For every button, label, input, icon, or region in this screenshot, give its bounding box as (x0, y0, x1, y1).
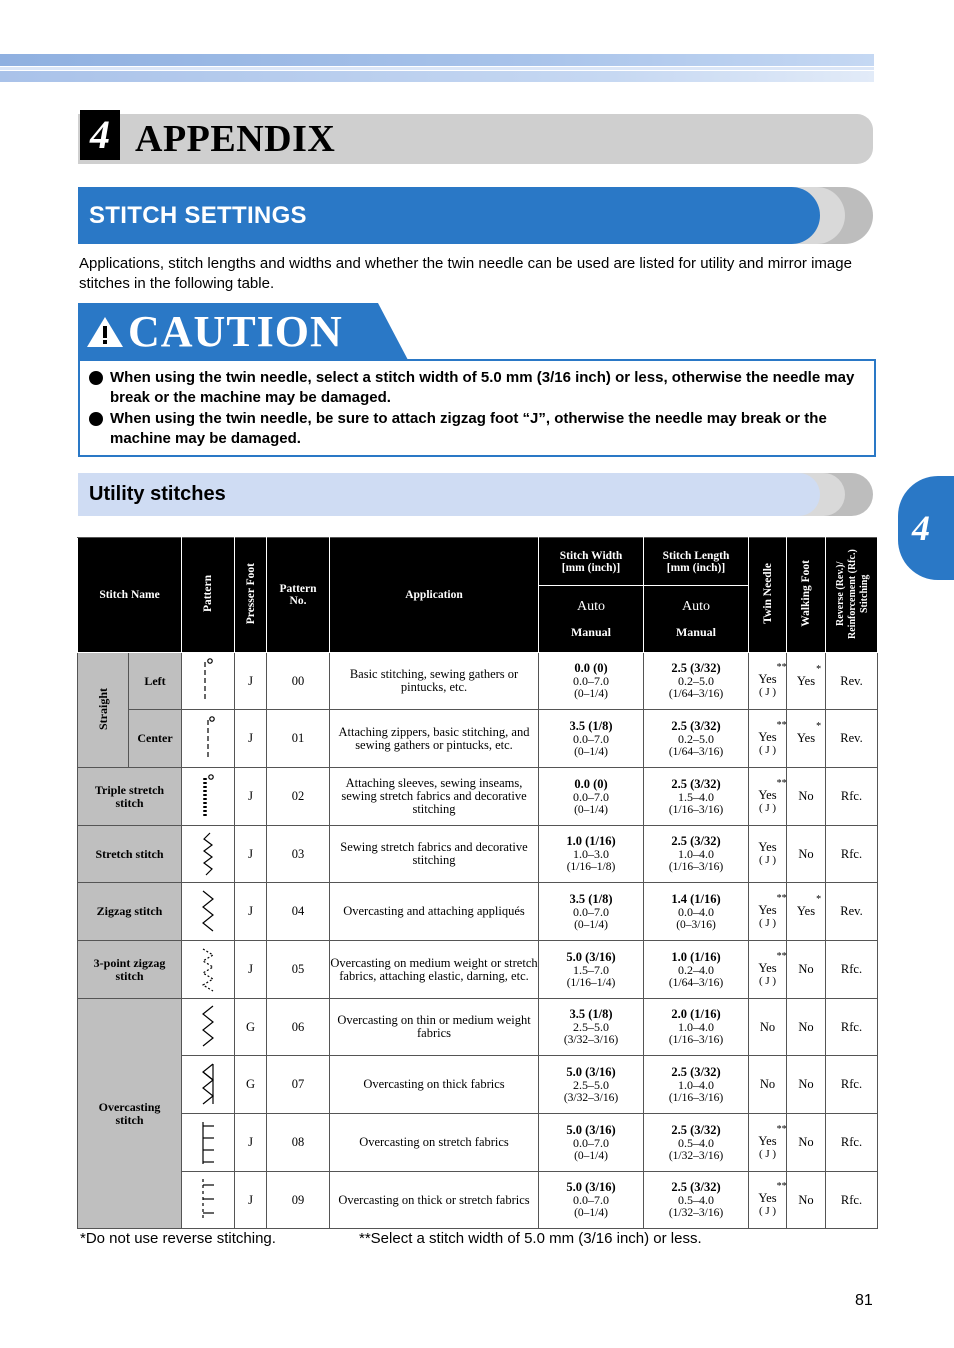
stitch-pattern (182, 1056, 235, 1114)
page-number: 81 (855, 1292, 873, 1309)
header-application: Application (330, 538, 539, 653)
reverse-reinforcement: Rfc. (826, 826, 878, 883)
chapter-title: APPENDIX (135, 118, 336, 160)
table-row (78, 1172, 878, 1229)
stitch-name: Zigzag stitch (78, 883, 182, 941)
walking-foot: No (787, 1114, 826, 1172)
table-row (78, 883, 878, 941)
header-stripes (0, 54, 874, 82)
pattern-no: 00 (267, 653, 330, 710)
presser-foot: J (235, 941, 267, 999)
stitch-length: 1.4 (1/16) 0.0–4.0 (0–3/16) (644, 883, 749, 941)
stitch-pattern-icon (200, 714, 216, 764)
twin-needle: No (749, 999, 787, 1056)
stitch-pattern-icon (200, 656, 216, 706)
table-row (78, 710, 878, 768)
twin-needle: Yes ( J ) (749, 826, 787, 883)
pattern-no: 03 (267, 826, 330, 883)
header-walking-foot: Walking Foot (787, 538, 826, 653)
stitch-length: 2.5 (3/32) 0.2–5.0 (1/64–3/16) (644, 710, 749, 768)
caution-item: When using the twin needle, be sure to attach zigzag foot “J”, otherwise the needle may break or the machine may be damaged. (110, 410, 827, 447)
header-twin-needle: Twin Needle (749, 538, 787, 653)
stitch-length: 1.0 (1/16) 0.2–4.0 (1/64–3/16) (644, 941, 749, 999)
presser-foot: J (235, 710, 267, 768)
twin-needle: ** Yes ( J ) (749, 710, 787, 768)
reverse-reinforcement: Rfc. (826, 941, 878, 999)
table-row (78, 653, 878, 710)
stitch-width: 0.0 (0) 0.0–7.0 (0–1/4) (539, 768, 644, 826)
header-stitch-width: Stitch Width [mm (inch)] (539, 538, 644, 586)
reverse-reinforcement: Rev. (826, 883, 878, 941)
stitch-pattern (182, 768, 235, 826)
reverse-reinforcement: Rfc. (826, 1172, 878, 1229)
stitch-name: 3-point zigzag stitch (78, 941, 182, 999)
stitch-width: 5.0 (3/16) 1.5–7.0 (1/16–1/4) (539, 941, 644, 999)
stitch-pattern (182, 710, 235, 768)
stitch-width: 5.0 (3/16) 2.5–5.0 (3/32–3/16) (539, 1056, 644, 1114)
presser-foot: J (235, 1114, 267, 1172)
chapter-number: 4 (80, 110, 120, 160)
stitch-pattern (182, 1172, 235, 1229)
reverse-reinforcement: Rev. (826, 653, 878, 710)
bullet-icon (89, 412, 103, 426)
presser-foot: J (235, 883, 267, 941)
walking-foot: Yes * (787, 710, 826, 768)
reverse-reinforcement: Rfc. (826, 1114, 878, 1172)
stitch-width: 5.0 (3/16) 0.0–7.0 (0–1/4) (539, 1114, 644, 1172)
caution-title: CAUTION (128, 307, 343, 356)
application: Sewing stretch fabrics and decorative stitching (330, 826, 539, 883)
warning-icon (86, 316, 124, 353)
stitch-name: Triple stretch stitch (78, 768, 182, 826)
stitch-name: Left (129, 653, 182, 710)
stitch-length: 2.0 (1/16) 1.0–4.0 (1/16–3/16) (644, 999, 749, 1056)
stitch-length: 2.5 (3/32) 0.2–5.0 (1/64–3/16) (644, 653, 749, 710)
stitch-pattern (182, 1114, 235, 1172)
walking-foot: No (787, 999, 826, 1056)
stitch-pattern-icon (200, 1118, 216, 1168)
twin-needle: ** Yes ( J ) (749, 941, 787, 999)
footnote-twin-width: **Select a stitch width of 5.0 mm (3/16 inch) or less. (359, 1230, 702, 1247)
walking-foot: No (787, 768, 826, 826)
stitch-pattern-icon (200, 1002, 216, 1052)
subsection-title: Utility stitches (89, 483, 226, 505)
stitch-pattern (182, 883, 235, 941)
stitch-width: 3.5 (1/8) 0.0–7.0 (0–1/4) (539, 710, 644, 768)
caution-item: When using the twin needle, select a stitch width of 5.0 mm (3/16 inch) or less, otherwise the needle may break or the machine may be damaged. (110, 369, 855, 406)
application: Overcasting and attaching appliqués (330, 883, 539, 941)
header-pattern-no: Pattern No. (267, 538, 330, 653)
presser-foot: G (235, 1056, 267, 1114)
application: Attaching zippers, basic stitching, and sewing gathers or pintucks, etc. (330, 710, 539, 768)
stitch-width: 0.0 (0) 0.0–7.0 (0–1/4) (539, 653, 644, 710)
presser-foot: J (235, 653, 267, 710)
application: Overcasting on stretch fabrics (330, 1114, 539, 1172)
pattern-no: 05 (267, 941, 330, 999)
stitch-table (77, 537, 878, 1229)
stitch-pattern-icon (200, 887, 216, 937)
twin-needle: ** Yes ( J ) (749, 883, 787, 941)
application: Overcasting on thick fabrics (330, 1056, 539, 1114)
stitch-width: 3.5 (1/8) 2.5–5.0 (3/32–3/16) (539, 999, 644, 1056)
stitch-pattern (182, 941, 235, 999)
group-overcasting: Overcasting stitch (78, 999, 182, 1229)
table-row (78, 941, 878, 999)
intro-paragraph: Applications, stitch lengths and widths and whether the twin needle can be used are listed for utility and mirror image stitches in the following table. (79, 255, 852, 292)
presser-foot: J (235, 768, 267, 826)
reverse-reinforcement: Rev. (826, 710, 878, 768)
table-row (78, 1056, 878, 1114)
stitch-length: 2.5 (3/32) 1.0–4.0 (1/16–3/16) (644, 826, 749, 883)
application: Overcasting on thin or medium weight fabrics (330, 999, 539, 1056)
header-presser-foot: Presser Foot (235, 538, 267, 653)
stitch-name: Center (129, 710, 182, 768)
stitch-length: 2.5 (3/32) 1.5–4.0 (1/16–3/16) (644, 768, 749, 826)
stitch-pattern-icon (200, 1175, 216, 1225)
reverse-reinforcement: Rfc. (826, 999, 878, 1056)
footnote-reverse: *Do not use reverse stitching. (80, 1230, 276, 1247)
table-row (78, 768, 878, 826)
header-width-auto-manual: Auto Manual (539, 586, 644, 653)
stitch-width: 3.5 (1/8) 0.0–7.0 (0–1/4) (539, 883, 644, 941)
stitch-pattern-icon (200, 772, 216, 822)
walking-foot: No (787, 941, 826, 999)
reverse-reinforcement: Rfc. (826, 768, 878, 826)
stitch-length: 2.5 (3/32) 0.5–4.0 (1/32–3/16) (644, 1114, 749, 1172)
stitch-length: 2.5 (3/32) 1.0–4.0 (1/16–3/16) (644, 1056, 749, 1114)
application: Basic stitching, sewing gathers or pintucks, etc. (330, 653, 539, 710)
presser-foot: G (235, 999, 267, 1056)
twin-needle: No (749, 1056, 787, 1114)
walking-foot: Yes * (787, 883, 826, 941)
table-row (78, 999, 878, 1056)
header-reverse: Reverse (Rev.)/ Reinforcement (Rfc.) Stitching (826, 538, 878, 653)
stitch-width: 5.0 (3/16) 0.0–7.0 (0–1/4) (539, 1172, 644, 1229)
header-stitch-name: Stitch Name (78, 538, 182, 653)
stitch-pattern (182, 826, 235, 883)
table-row (78, 826, 878, 883)
stitch-pattern-icon (200, 829, 216, 879)
walking-foot: No (787, 826, 826, 883)
twin-needle: ** Yes ( J ) (749, 768, 787, 826)
walking-foot: No (787, 1172, 826, 1229)
stitch-pattern (182, 999, 235, 1056)
walking-foot: No (787, 1056, 826, 1114)
twin-needle: ** Yes ( J ) (749, 1172, 787, 1229)
pattern-no: 07 (267, 1056, 330, 1114)
stitch-pattern (182, 653, 235, 710)
pattern-no: 04 (267, 883, 330, 941)
application: Overcasting on thick or stretch fabrics (330, 1172, 539, 1229)
bullet-icon (89, 371, 103, 385)
header-length-auto-manual: Auto Manual (644, 586, 749, 653)
application: Attaching sleeves, sewing inseams, sewing stretch fabrics and decorative stitching (330, 768, 539, 826)
pattern-no: 08 (267, 1114, 330, 1172)
section-title: STITCH SETTINGS (89, 202, 307, 229)
stitch-pattern-icon (200, 1060, 216, 1110)
stitch-name: Stretch stitch (78, 826, 182, 883)
stitch-width: 1.0 (1/16) 1.0–3.0 (1/16–1/8) (539, 826, 644, 883)
stitch-pattern-icon (200, 945, 216, 995)
pattern-no: 06 (267, 999, 330, 1056)
header-stitch-length: Stitch Length [mm (inch)] (644, 538, 749, 586)
side-tab-number: 4 (912, 508, 930, 548)
twin-needle: ** Yes ( J ) (749, 653, 787, 710)
application: Overcasting on medium weight or stretch fabrics, attaching elastic, darning, etc. (330, 941, 539, 999)
walking-foot: Yes * (787, 653, 826, 710)
stitch-length: 2.5 (3/32) 0.5–4.0 (1/32–3/16) (644, 1172, 749, 1229)
table-row (78, 1114, 878, 1172)
pattern-no: 01 (267, 710, 330, 768)
pattern-no: 09 (267, 1172, 330, 1229)
chapter-side-tab[interactable] (898, 476, 954, 580)
header-pattern: Pattern (182, 538, 235, 653)
pattern-no: 02 (267, 768, 330, 826)
twin-needle: ** Yes ( J ) (749, 1114, 787, 1172)
group-straight: Straight (78, 653, 129, 768)
presser-foot: J (235, 1172, 267, 1229)
presser-foot: J (235, 826, 267, 883)
reverse-reinforcement: Rfc. (826, 1056, 878, 1114)
